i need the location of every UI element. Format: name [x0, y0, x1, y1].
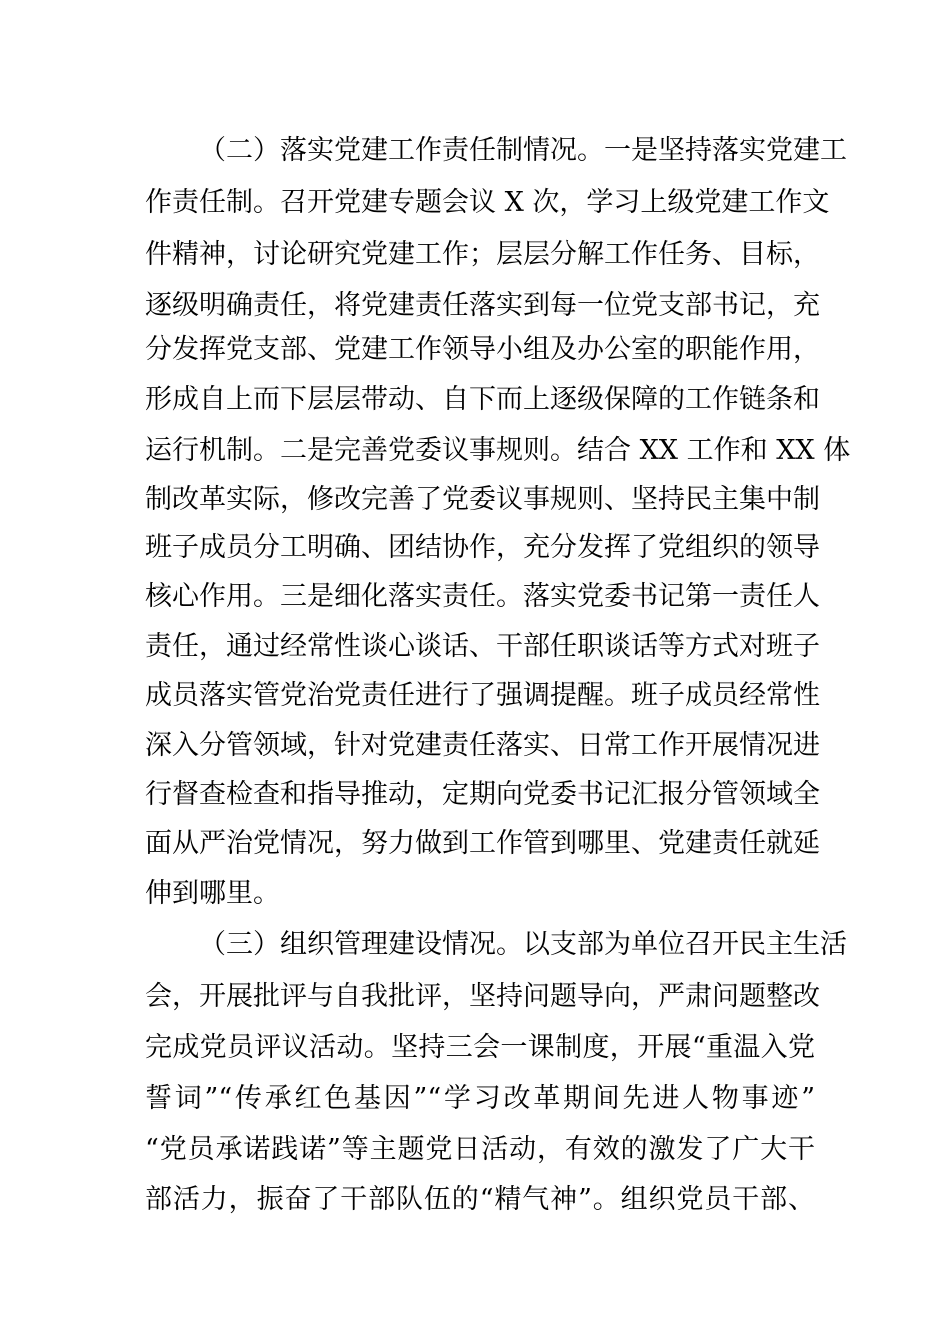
paragraph-1-line-16: 伸到哪里。 [145, 878, 280, 909]
paragraph-2-line-5: “党员承诺践诺”等主题党日活动，有效的激发了广大干 [145, 1134, 815, 1165]
paragraph-2-line-1: （三）组织管理建设情况。以支部为单位召开民主生活 [199, 929, 847, 960]
paragraph-1-line-15: 面从严治党情况，努力做到工作管到哪里、党建责任就延 [145, 828, 820, 859]
paragraph-1-line-10: 核心作用。三是细化落实责任。落实党委书记第一责任人 [145, 581, 820, 612]
paragraph-2-line-3: 完成党员评议活动。坚持三会一课制度，开展“重温入党 [145, 1032, 815, 1063]
paragraph-1-line-8: 制改革实际，修改完善了党委议事规则、坚持民主集中制 [145, 484, 820, 515]
paragraph-1-line-5: 分发挥党支部、党建工作领导小组及办公室的职能作用， [145, 334, 820, 365]
paragraph-1-line-2: 作责任制。召开党建专题会议 X 次，学习上级党建工作文 [145, 187, 830, 218]
paragraph-1-line-1: （二）落实党建工作责任制情况。一是坚持落实党建工 [199, 135, 847, 166]
paragraph-1-line-12: 成员落实管党治党责任进行了强调提醒。班子成员经常性 [145, 680, 820, 711]
paragraph-1-line-14: 行督查检查和指导推动，定期向党委书记汇报分管领域全 [145, 779, 820, 810]
paragraph-1-line-13: 深入分管领域，针对党建责任落实、日常工作开展情况进 [145, 730, 820, 761]
paragraph-1-line-3: 件精神，讨论研究党建工作；层层分解工作任务、目标， [145, 239, 820, 270]
paragraph-1-line-9: 班子成员分工明确、团结协作，充分发挥了党组织的领导 [145, 532, 820, 563]
paragraph-1-line-4: 逐级明确责任，将党建责任落实到每一位党支部书记，充 [145, 290, 820, 321]
paragraph-2-line-6: 部活力，振奋了干部队伍的“精气神”。组织党员干部、 [145, 1184, 815, 1215]
paragraph-1-line-7: 运行机制。二是完善党委议事规则。结合 XX 工作和 XX 体 [145, 435, 851, 466]
paragraph-1-line-6: 形成自上而下层层带动、自下而上逐级保障的工作链条和 [145, 384, 820, 415]
paragraph-2-line-2: 会，开展批评与自我批评，坚持问题导向，严肃问题整改 [145, 981, 820, 1012]
paragraph-1-line-11: 责任，通过经常性谈心谈话、干部任职谈话等方式对班子 [145, 631, 820, 662]
paragraph-2-line-4: 誓词”“传承红色基因”“学习改革期间先进人物事迹” [145, 1083, 815, 1114]
